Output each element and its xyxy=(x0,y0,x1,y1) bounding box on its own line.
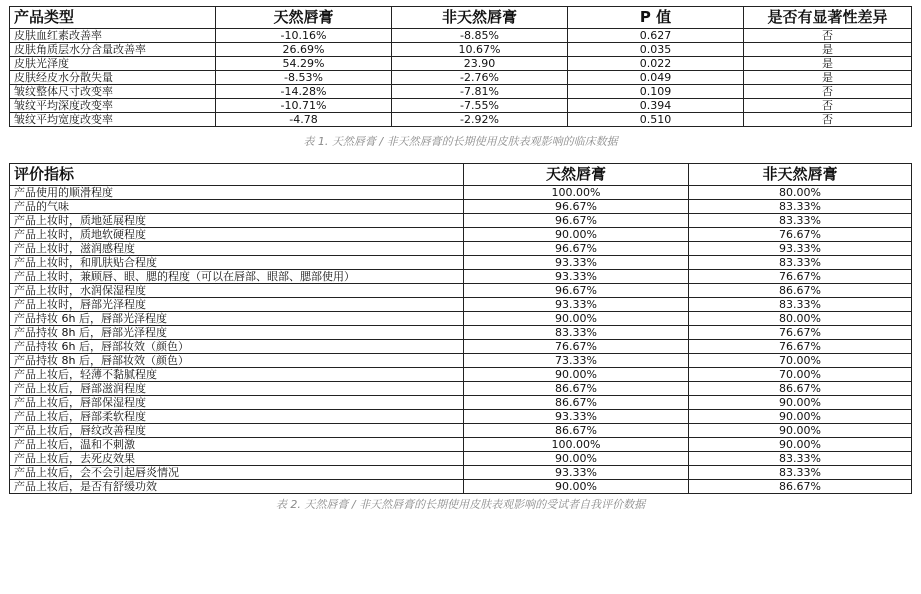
value-cell: -8.85% xyxy=(392,29,568,43)
row-label-cell: 产品上妆后，唇部滋润程度 xyxy=(10,382,464,396)
value-cell: 93.33% xyxy=(464,270,689,284)
table-row xyxy=(10,43,912,57)
value-cell: 93.33% xyxy=(689,242,912,256)
value-cell: 96.67% xyxy=(464,242,689,256)
value-cell: -14.28% xyxy=(216,85,392,99)
value-cell: 93.33% xyxy=(464,466,689,480)
value-cell: 0.109 xyxy=(568,85,744,99)
value-cell: 86.67% xyxy=(464,382,689,396)
value-cell: 93.33% xyxy=(464,298,689,312)
value-cell: 90.00% xyxy=(464,452,689,466)
value-cell: -2.76% xyxy=(392,71,568,85)
column-header: 天然唇膏 xyxy=(464,164,689,186)
table-row xyxy=(10,214,912,228)
column-header: P 值 xyxy=(568,7,744,29)
value-cell: 83.33% xyxy=(689,298,912,312)
value-cell: 80.00% xyxy=(689,312,912,326)
value-cell: 0.627 xyxy=(568,29,744,43)
value-cell: 否 xyxy=(744,29,912,43)
row-label-cell: 产品上妆后，唇部保湿程度 xyxy=(10,396,464,410)
table-row xyxy=(10,71,912,85)
value-cell: -10.16% xyxy=(216,29,392,43)
table-1-caption: 表 1. 天然唇膏 / 非天然唇膏的长期使用皮肤表观影响的临床数据 xyxy=(303,135,618,148)
value-cell: 100.00% xyxy=(464,438,689,452)
row-label-cell: 产品上妆后，温和不刺激 xyxy=(10,438,464,452)
value-cell: -7.81% xyxy=(392,85,568,99)
value-cell: 76.67% xyxy=(689,326,912,340)
table-row xyxy=(10,113,912,127)
value-cell: 86.67% xyxy=(464,424,689,438)
value-cell: 否 xyxy=(744,85,912,99)
row-label-cell: 皮肤经皮水分散失量 xyxy=(10,71,216,85)
table-row xyxy=(10,396,912,410)
table-header-row xyxy=(10,7,912,29)
value-cell: 86.67% xyxy=(689,480,912,494)
value-cell: 96.67% xyxy=(464,214,689,228)
table-row xyxy=(10,340,912,354)
table-row xyxy=(10,228,912,242)
value-cell: 0.510 xyxy=(568,113,744,127)
row-label-cell: 产品上妆时，和肌肤贴合程度 xyxy=(10,256,464,270)
row-label-cell: 产品上妆时，唇部光泽程度 xyxy=(10,298,464,312)
value-cell: 0.035 xyxy=(568,43,744,57)
value-cell: 93.33% xyxy=(464,410,689,424)
table-2-caption: 表 2. 天然唇膏 / 非天然唇膏的长期使用皮肤表观影响的受试者自我评价数据 xyxy=(275,498,646,511)
value-cell: 90.00% xyxy=(689,396,912,410)
table-row xyxy=(10,57,912,71)
value-cell: -4.78 xyxy=(216,113,392,127)
value-cell: 83.33% xyxy=(464,326,689,340)
value-cell: 80.00% xyxy=(689,186,912,200)
value-cell: 86.67% xyxy=(689,284,912,298)
value-cell: 83.33% xyxy=(689,452,912,466)
column-header: 是否有显著性差异 xyxy=(744,7,912,29)
value-cell: 23.90 xyxy=(392,57,568,71)
table-row xyxy=(10,438,912,452)
row-label-cell: 产品的气味 xyxy=(10,200,464,214)
row-label-cell: 产品上妆时，水润保湿程度 xyxy=(10,284,464,298)
value-cell: 86.67% xyxy=(464,396,689,410)
self-evaluation-table xyxy=(9,163,912,494)
column-header: 评价指标 xyxy=(10,164,464,186)
value-cell: 90.00% xyxy=(464,368,689,382)
clinical-data-table xyxy=(9,6,912,127)
value-cell: 0.022 xyxy=(568,57,744,71)
table-row xyxy=(10,466,912,480)
row-label-cell: 产品上妆后，是否有舒缓功效 xyxy=(10,480,464,494)
value-cell: 90.00% xyxy=(689,424,912,438)
value-cell: 90.00% xyxy=(464,228,689,242)
table-row xyxy=(10,270,912,284)
row-label-cell: 产品上妆后，轻薄不黏腻程度 xyxy=(10,368,464,382)
value-cell: 54.29% xyxy=(216,57,392,71)
value-cell: 90.00% xyxy=(464,480,689,494)
value-cell: 83.33% xyxy=(689,256,912,270)
table-row xyxy=(10,452,912,466)
value-cell: 73.33% xyxy=(464,354,689,368)
value-cell: 是 xyxy=(744,43,912,57)
table-row xyxy=(10,256,912,270)
table-row xyxy=(10,284,912,298)
row-label-cell: 产品上妆时，滋润感程度 xyxy=(10,242,464,256)
column-header: 非天然唇膏 xyxy=(392,7,568,29)
value-cell: 83.33% xyxy=(689,466,912,480)
value-cell: 76.67% xyxy=(689,340,912,354)
value-cell: 0.049 xyxy=(568,71,744,85)
value-cell: 90.00% xyxy=(689,410,912,424)
row-label-cell: 产品持妆 8h 后，唇部妆效（颜色） xyxy=(10,354,464,368)
row-label-cell: 皱纹平均宽度改变率 xyxy=(10,113,216,127)
row-label-cell: 皮肤角质层水分含量改善率 xyxy=(10,43,216,57)
value-cell: -10.71% xyxy=(216,99,392,113)
value-cell: 26.69% xyxy=(216,43,392,57)
value-cell: 90.00% xyxy=(464,312,689,326)
value-cell: 0.394 xyxy=(568,99,744,113)
row-label-cell: 产品上妆后，会不会引起唇炎情况 xyxy=(10,466,464,480)
row-label-cell: 皱纹平均深度改变率 xyxy=(10,99,216,113)
row-label-cell: 产品上妆后，去死皮效果 xyxy=(10,452,464,466)
row-label-cell: 产品上妆时，质地软硬程度 xyxy=(10,228,464,242)
table-row xyxy=(10,85,912,99)
column-header: 天然唇膏 xyxy=(216,7,392,29)
value-cell: 是 xyxy=(744,57,912,71)
row-label-cell: 产品上妆后，唇纹改善程度 xyxy=(10,424,464,438)
value-cell: -2.92% xyxy=(392,113,568,127)
table-header-row xyxy=(10,164,912,186)
table-row xyxy=(10,480,912,494)
value-cell: 76.67% xyxy=(689,270,912,284)
value-cell: 100.00% xyxy=(464,186,689,200)
row-label-cell: 皮肤血红素改善率 xyxy=(10,29,216,43)
value-cell: 否 xyxy=(744,113,912,127)
table-row xyxy=(10,29,912,43)
value-cell: 10.67% xyxy=(392,43,568,57)
value-cell: 否 xyxy=(744,99,912,113)
table-row xyxy=(10,410,912,424)
value-cell: 76.67% xyxy=(464,340,689,354)
table-row xyxy=(10,186,912,200)
value-cell: 93.33% xyxy=(464,256,689,270)
table-row xyxy=(10,312,912,326)
table-row xyxy=(10,242,912,256)
row-label-cell: 产品上妆后，唇部柔软程度 xyxy=(10,410,464,424)
table-row xyxy=(10,99,912,113)
table-row xyxy=(10,354,912,368)
row-label-cell: 产品上妆时，质地延展程度 xyxy=(10,214,464,228)
value-cell: 76.67% xyxy=(689,228,912,242)
table-row xyxy=(10,424,912,438)
value-cell: 70.00% xyxy=(689,368,912,382)
table-row xyxy=(10,298,912,312)
value-cell: 96.67% xyxy=(464,200,689,214)
table-row xyxy=(10,200,912,214)
row-label-cell: 产品上妆时，兼顾唇、眼、腮的程度（可以在唇部、眼部、腮部使用） xyxy=(10,270,464,284)
table-row xyxy=(10,368,912,382)
row-label-cell: 产品使用的顺滑程度 xyxy=(10,186,464,200)
value-cell: -8.53% xyxy=(216,71,392,85)
row-label-cell: 皮肤光泽度 xyxy=(10,57,216,71)
column-header: 非天然唇膏 xyxy=(689,164,912,186)
table-row xyxy=(10,382,912,396)
value-cell: 86.67% xyxy=(689,382,912,396)
row-label-cell: 产品持妆 6h 后，唇部妆效（颜色） xyxy=(10,340,464,354)
value-cell: -7.55% xyxy=(392,99,568,113)
value-cell: 83.33% xyxy=(689,214,912,228)
value-cell: 96.67% xyxy=(464,284,689,298)
column-header: 产品类型 xyxy=(10,7,216,29)
row-label-cell: 产品持妆 6h 后，唇部光泽程度 xyxy=(10,312,464,326)
value-cell: 是 xyxy=(744,71,912,85)
row-label-cell: 产品持妆 8h 后，唇部光泽程度 xyxy=(10,326,464,340)
row-label-cell: 皱纹整体尺寸改变率 xyxy=(10,85,216,99)
table-row xyxy=(10,326,912,340)
value-cell: 70.00% xyxy=(689,354,912,368)
value-cell: 83.33% xyxy=(689,200,912,214)
value-cell: 90.00% xyxy=(689,438,912,452)
